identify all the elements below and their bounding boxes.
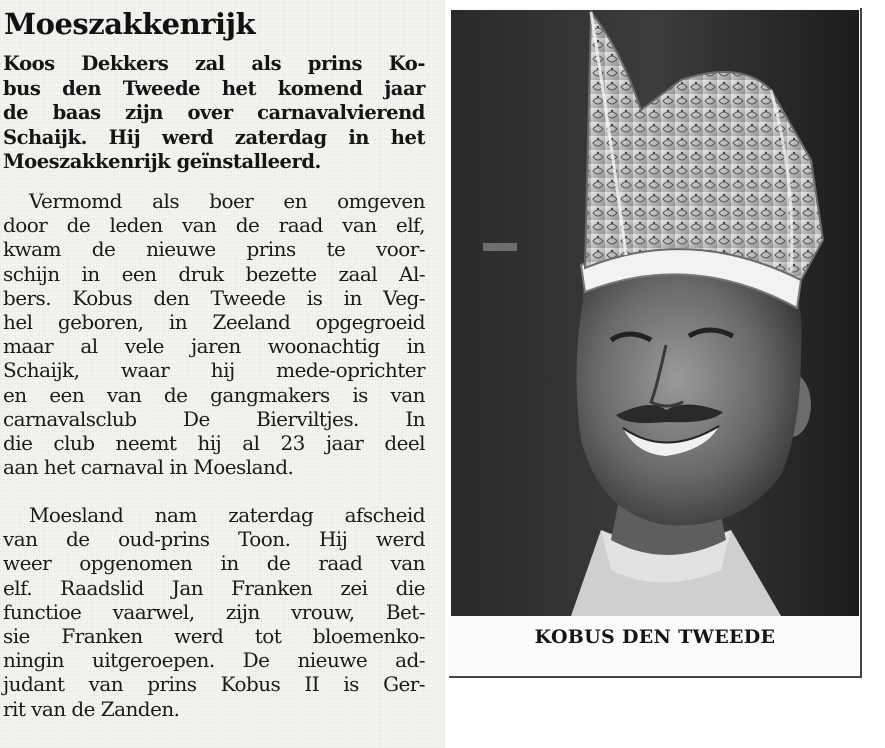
article-lead (3, 52, 425, 175)
portrait-illustration (451, 10, 859, 616)
paragraph-line: aan het carnaval in Moesland. (3, 455, 294, 480)
paragraph-line: en een van de gangmakers is van (3, 382, 425, 407)
portrait-photo (451, 10, 859, 616)
paragraph-line: bers. Kobus den Tweede is in Veg- (3, 285, 425, 310)
paragraph-line: ningin uitgeroepen. De nieuwe ad- (3, 648, 425, 673)
photo-caption: KOBUS DEN TWEEDE (534, 626, 776, 648)
paragraph-line: carnavalsclub De Bierviltjes. In (3, 406, 425, 431)
paragraph-line: Vermomd als boer en omgeven (29, 189, 425, 213)
lead-line: de baas zijn over carnavalvierend (3, 101, 425, 124)
photo-frame (449, 8, 862, 678)
article-paragraph-1 (3, 189, 425, 479)
paragraph-line: maar al vele jaren woonachtig in (3, 334, 425, 359)
lead-line: Moeszakkenrijk geïnstalleerd. (3, 150, 321, 173)
paragraph-line: van de oud-prins Toon. Hij werd (3, 527, 425, 552)
paragraph-line: door de leden van de raad van elf, (3, 213, 425, 238)
paragraph-line: kwam de nieuwe prins te voor- (3, 237, 425, 262)
lead-line: Koos Dekkers zal als prins Ko- (3, 52, 425, 75)
article-headline: Moeszakkenrijk (4, 7, 256, 41)
paragraph-line: judant van prins Kobus II is Ger- (3, 672, 425, 697)
paragraph-line: hel geboren, in Zeeland opgegroeid (3, 310, 425, 335)
paragraph-line: Schaijk, waar hij mede-oprichter (3, 358, 425, 383)
paragraph-line: Moesland nam zaterdag afscheid (29, 503, 425, 527)
lead-line: bus den Tweede het komend jaar (3, 76, 425, 100)
paragraph-line: die club neemt hij al 23 jaar deel (3, 431, 425, 456)
paragraph-line: schijn in een druk bezette zaal Al- (3, 261, 425, 286)
paragraph-line: rit van de Zanden. (3, 696, 180, 721)
paragraph-line: weer opgenomen in de raad van (3, 551, 425, 576)
paragraph-line: functioe vaarwel, zijn vrouw, Bet- (3, 599, 425, 624)
lead-line: Schaijk. Hij werd zaterdag in het (3, 125, 425, 149)
paragraph-line: sie Franken werd tot bloemenko- (3, 624, 425, 649)
paragraph-line: elf. Raadslid Jan Franken zei die (3, 575, 425, 600)
article-paragraph-2 (3, 503, 425, 721)
